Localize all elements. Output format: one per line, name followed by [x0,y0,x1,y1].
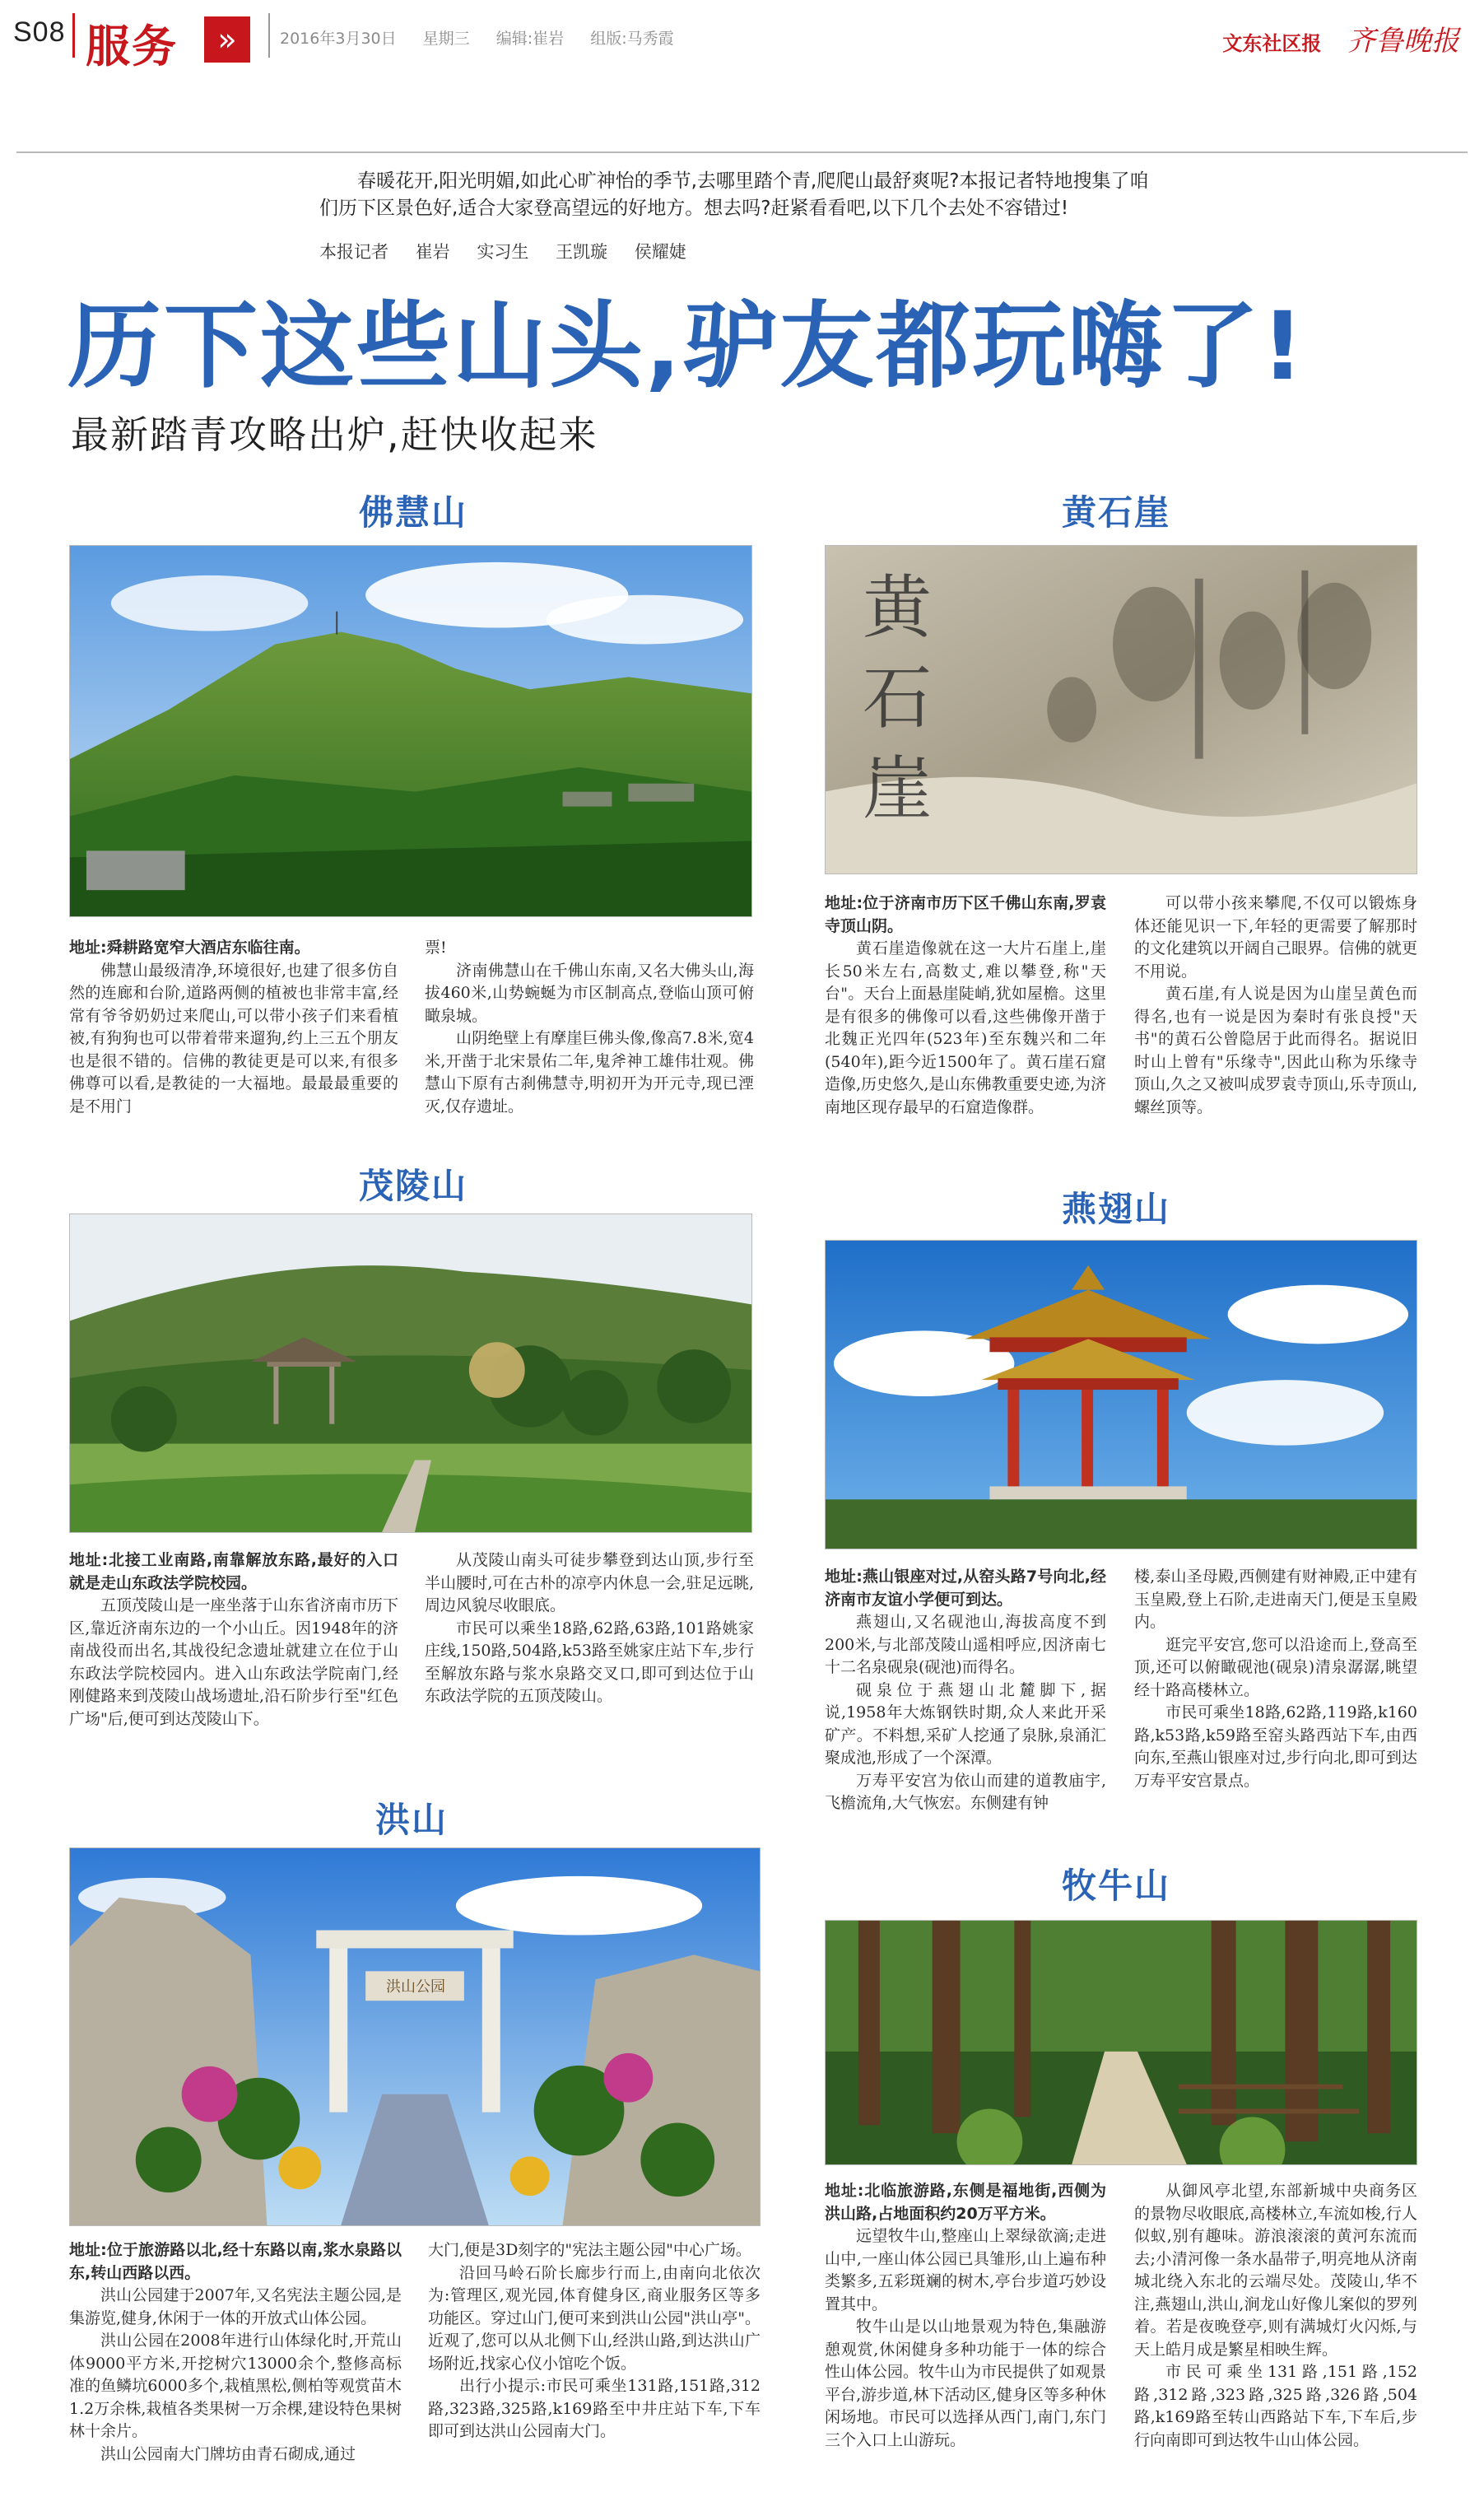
issue-editor: 编辑:崔岩 [495,30,565,48]
page-header [0,0,1484,74]
paragraph: 万寿平安宫为依山而建的道教庙宇,飞檐流角,大气恢宏。东侧建有钟 [825,1771,1106,1812]
address-label: 地址: [825,894,863,912]
photo-foshan [69,545,752,917]
paragraph: 洪山公园南大门牌坊由青石砌成,通过 [100,2444,356,2463]
paragraph: 五顶茂陵山是一座坐落于山东省济南市历下区,靠近济南东边的一个小山丘。因1948年的济南战役而出名,其战役纪念遗址就建立在位于山东政法学院校园内。进入山东政法学院南门,经刚健路来到茂陵山战场遗址,沿石阶步行至"红色广场"后,便可到达茂陵山下。 [69,1596,398,1728]
address-text: 北接工业南路,南靠解放东路,最好的入口就是走山东政法学院校园。 [69,1551,398,1592]
paragraph: 燕翅山,又名砚池山,海拔高度不到200米,与北部茂陵山遥相呼应,因济南七十二名泉砚泉(砚池)而得名。 [825,1613,1106,1676]
header-rule [16,151,1468,153]
section-title-maoling: 茂陵山 [359,1166,468,1206]
address-label: 地址: [69,1551,109,1569]
section-title-huangshiya: 黄石崖 [1062,492,1171,533]
address-text: 燕山银座对过,从窑头路7号向北,经济南市友谊小学便可到达。 [825,1568,1106,1609]
byline-role: 实习生 [477,242,529,262]
article-yanchi-col1 [825,1566,1106,1813]
address-text: 位于旅游路以北,经十东路以南,浆水泉路以东,转山西路以西。 [69,2241,402,2282]
photo-muniu [825,1920,1417,2165]
address-label: 地址: [825,2182,864,2200]
article-yanchi-col2 [1134,1566,1417,1813]
byline-name: 王凯璇 [556,242,608,262]
article-hongshan-col1 [69,2239,402,2503]
byline [319,239,708,263]
photo-maoling [69,1214,752,1533]
lead-paragraph [319,168,1159,222]
paper-logo: 齐鲁晚报 [1347,25,1459,58]
paragraph: 济南佛慧山在千佛山东南,又名大佛头山,海拔460米,山势蜿蜒为市区制高点,登临山顶可俯瞰泉城。 [425,961,754,1025]
photo-hongshan [69,1847,761,2226]
paragraph: 砚泉位于燕翅山北麓脚下,据说,1958年大炼钢铁时期,众人来此开采矿产。不料想,采矿人挖通了泉脉,泉涌汇聚成池,形成了一个深潭。 [825,1680,1106,1767]
page-number: S08 [13,16,66,48]
byline-role: 本报记者 [319,242,388,262]
lead-text: 春暖花开,阳光明媚,如此心旷神怡的季节,去哪里踏个青,爬爬山最舒爽呢?本报记者特地搜集了咱们历下区景色好,适合大家登高望远的好地方。想去吗?赶紧看看吧,以下几个去处不容错过! [319,170,1149,219]
paragraph: 黄石崖造像就在这一大片石崖上,崖长50米左右,高数丈,难以攀登,称"天台"。天台上面悬崖陡峭,犹如屋檐。这里是有很多的佛像可以看,这些佛像开凿于北魏正光四年(523年)至东魏兴和二年(540年),距今近1500年了。黄石崖石窟造像,历史悠久,是山东佛教重要史迹,为济南地区现存最早的石窟造像群。 [825,939,1106,1116]
header-divider [72,13,75,58]
section-title-hongshan: 洪山 [375,1800,449,1840]
article-maoling-col1 [69,1549,398,1765]
paragraph: 洪山公园建于2007年,又名宪法主题公园,是集游览,健身,休闲于一体的开放式山体公园。 [69,2286,402,2327]
address-line [69,2239,402,2285]
address-text: 舜耕路宽窄大酒店东临往南。 [106,939,310,957]
paragraph: 山阴绝壁上有摩崖巨佛头像,像高7.8米,宽4米,开凿于北宋景佑二年,鬼斧神工雄伟壮观。佛慧山下原有古刹佛慧寺,明初开为开元寺,现已湮灭,仅存遗址。 [425,1029,754,1116]
headline: 历下这些山头,驴友都玩嗨了! [67,291,1307,401]
paragraph: 票! [425,939,447,957]
paragraph: 市民可乘坐18路,62路,119路,k160路,k53路,k59路至窑头路西站下车,由西向东,至燕山银座对过,步行向北,即可到达万寿平安宫景点。 [1134,1703,1417,1790]
carved-inscription: 黄 石 崖 [862,567,932,829]
paragraph: 可以带小孩来攀爬,不仅可以锻炼身体还能见识一下,年轻的更需要了解那时的文化建筑以开阔自己眼界。信佛的就更不用说。 [1134,894,1417,981]
paragraph: 大门,便是3D刻字的"宪法主题公园"中心广场。 [428,2241,751,2259]
subheadline: 最新踏青攻略出炉,赶快收起来 [71,412,598,457]
byline-name: 侯耀婕 [634,242,686,262]
address-line [69,937,398,960]
address-text: 北临旅游路,东侧是福地街,西侧为洪山路,占地面积约20万平方米。 [825,2182,1106,2223]
article-foshan-col1 [69,937,398,1128]
article-foshan-col2 [425,937,754,1128]
address-label: 地址: [69,2241,107,2259]
masthead [1222,18,1459,58]
paragraph: 黄石崖,有人说是因为山崖呈黄色而得名,也有一说是因为秦时有张良授"天书"的黄石公曾隐居于此而得名。据说旧时山上曾有"乐缘寺",因此山称为乐缘寺顶山,久之又被叫成罗袁寺顶山,乐寺顶山,螺丝顶等。 [1134,985,1417,1116]
community-label: 文东社区报 [1222,32,1322,55]
section-title-muniu: 牧牛山 [1062,1866,1171,1906]
section-title-foshan: 佛慧山 [359,492,468,533]
paragraph: 从茂陵山南头可徒步攀登到达山顶,步行至半山腰时,可在古朴的凉亭内休息一会,驻足远眺,周边风貌尽收眼底。 [425,1551,754,1614]
address-line [825,892,1106,938]
issue-layout: 组版:马秀霞 [590,30,674,48]
paragraph: 市民可乘坐131路,151路,152路,312路,323路,325路,326路,504路,k169路至转山西路站下车,下车后,步行向南即可到达牧牛山山体公园。 [1134,2363,1417,2449]
paragraph: 从御风亭北望,东部新城中央商务区的景物尽收眼底,高楼林立,车流如梭,行人似蚁,别有趣味。游浪滚滚的黄河东流而去;小清河像一条水晶带子,明亮地从济南城北绕入东北的云端尽处。茂陵山,华不注,燕翅山,洪山,涧龙山好像儿案似的罗列着。若是夜晚登亭,则有满城灯火闪烁,与天上皓月成是繁星相映生辉。 [1134,2182,1417,2359]
paragraph: 牧牛山是以山地景观为特色,集融游憩观赏,休闲健身多种功能于一体的综合性山体公园。牧牛山为市民提供了如观景平台,游步道,林下活动区,健身区等多种休闲场地。市民可以选择从西门,南门,东门三个入口上山游玩。 [825,2318,1106,2449]
issue-meta [280,26,695,49]
paragraph: 远望牧牛山,整座山上翠绿欲滴;走进山中,一座山体公园已具雏形,山上遍布种类繁多,五彩斑斓的树木,亭台步道巧妙设置其中。 [825,2227,1106,2313]
paragraph: 逛完平安宫,您可以沿途而上,登高至顶,还可以俯瞰砚池(砚泉)清泉潺潺,眺望经十路高楼林立。 [1134,1635,1417,1699]
gate-plaque: 洪山公园 [386,1978,445,1996]
article-hongshan-col2 [428,2239,761,2503]
paragraph: 沿回马岭石阶长廊步行而上,由南向北依次为:管理区,观光园,体育健身区,商业服务区等多功能区。穿过山门,便可来到洪山公园"洪山亭"。近观了,您可以从北侧下山,经洪山路,到达洪山广场附近,找家心仪小馆吃个饭。 [428,2263,761,2373]
section-title-yanchi: 燕翅山 [1062,1189,1171,1229]
article-muniu-col1 [825,2180,1106,2503]
paragraph: 洪山公园在2008年进行山体绿化时,开荒山体9000平方米,开挖树穴13000余个,整修高标准的鱼鳞坑6000多个,栽植黑松,侧柏等观赏苗木1.2万余株,栽植各类果树一万余棵,建设特色果树林十余片。 [69,2332,402,2440]
paragraph: 市民可以乘坐18路,62路,63路,101路姚家庄线,150路,504路,k53路至姚家庄站下车,步行至解放东路与浆水泉路交叉口,即可到达位于山东政法学院的五顶茂陵山。 [425,1619,754,1705]
section-title: 服务 [86,21,178,72]
address-label: 地址: [825,1568,863,1586]
paragraph: 楼,泰山圣母殿,西侧建有财神殿,正中建有玉皇殿,登上石阶,走进南天门,便是玉皇殿内。 [1134,1568,1417,1631]
byline-name: 崔岩 [415,242,450,262]
photo-yanchi [825,1240,1417,1549]
paragraph: 佛慧山最级清净,环境很好,也建了很多仿自然的连廊和台阶,道路两侧的植被也非常丰富,经常有爷爷奶奶过来爬山,可以带小孩子们来看植被,有狗狗也可以带着带来遛狗,约上三五个朋友也是很不错的。信佛的教徒更是可以来,有很多佛尊可以看,是教徒的一大福地。最最最重要的是不用门 [69,961,398,1116]
address-line [825,1566,1106,1611]
issue-date: 2016年3月30日 [280,30,397,48]
address-line [825,2180,1106,2225]
header-divider-2 [268,13,270,58]
issue-weekday: 星期三 [422,30,470,48]
address-label: 地址: [69,939,107,957]
article-huangshiya-col1 [825,892,1106,1139]
article-maoling-col2 [425,1549,754,1765]
section-arrow-icon: » [204,16,250,63]
paragraph: 出行小提示:市民可乘坐131路,151路,312路,323路,325路,k169路至中井庄站下车,下车即可到达洪山公园南大门。 [428,2377,761,2440]
address-text: 位于济南市历下区千佛山东南,罗袁寺顶山阴。 [825,894,1106,935]
photo-huangshiya [825,545,1417,874]
article-huangshiya-col2 [1134,892,1417,1139]
address-line [69,1549,398,1595]
article-muniu-col2 [1134,2180,1417,2503]
